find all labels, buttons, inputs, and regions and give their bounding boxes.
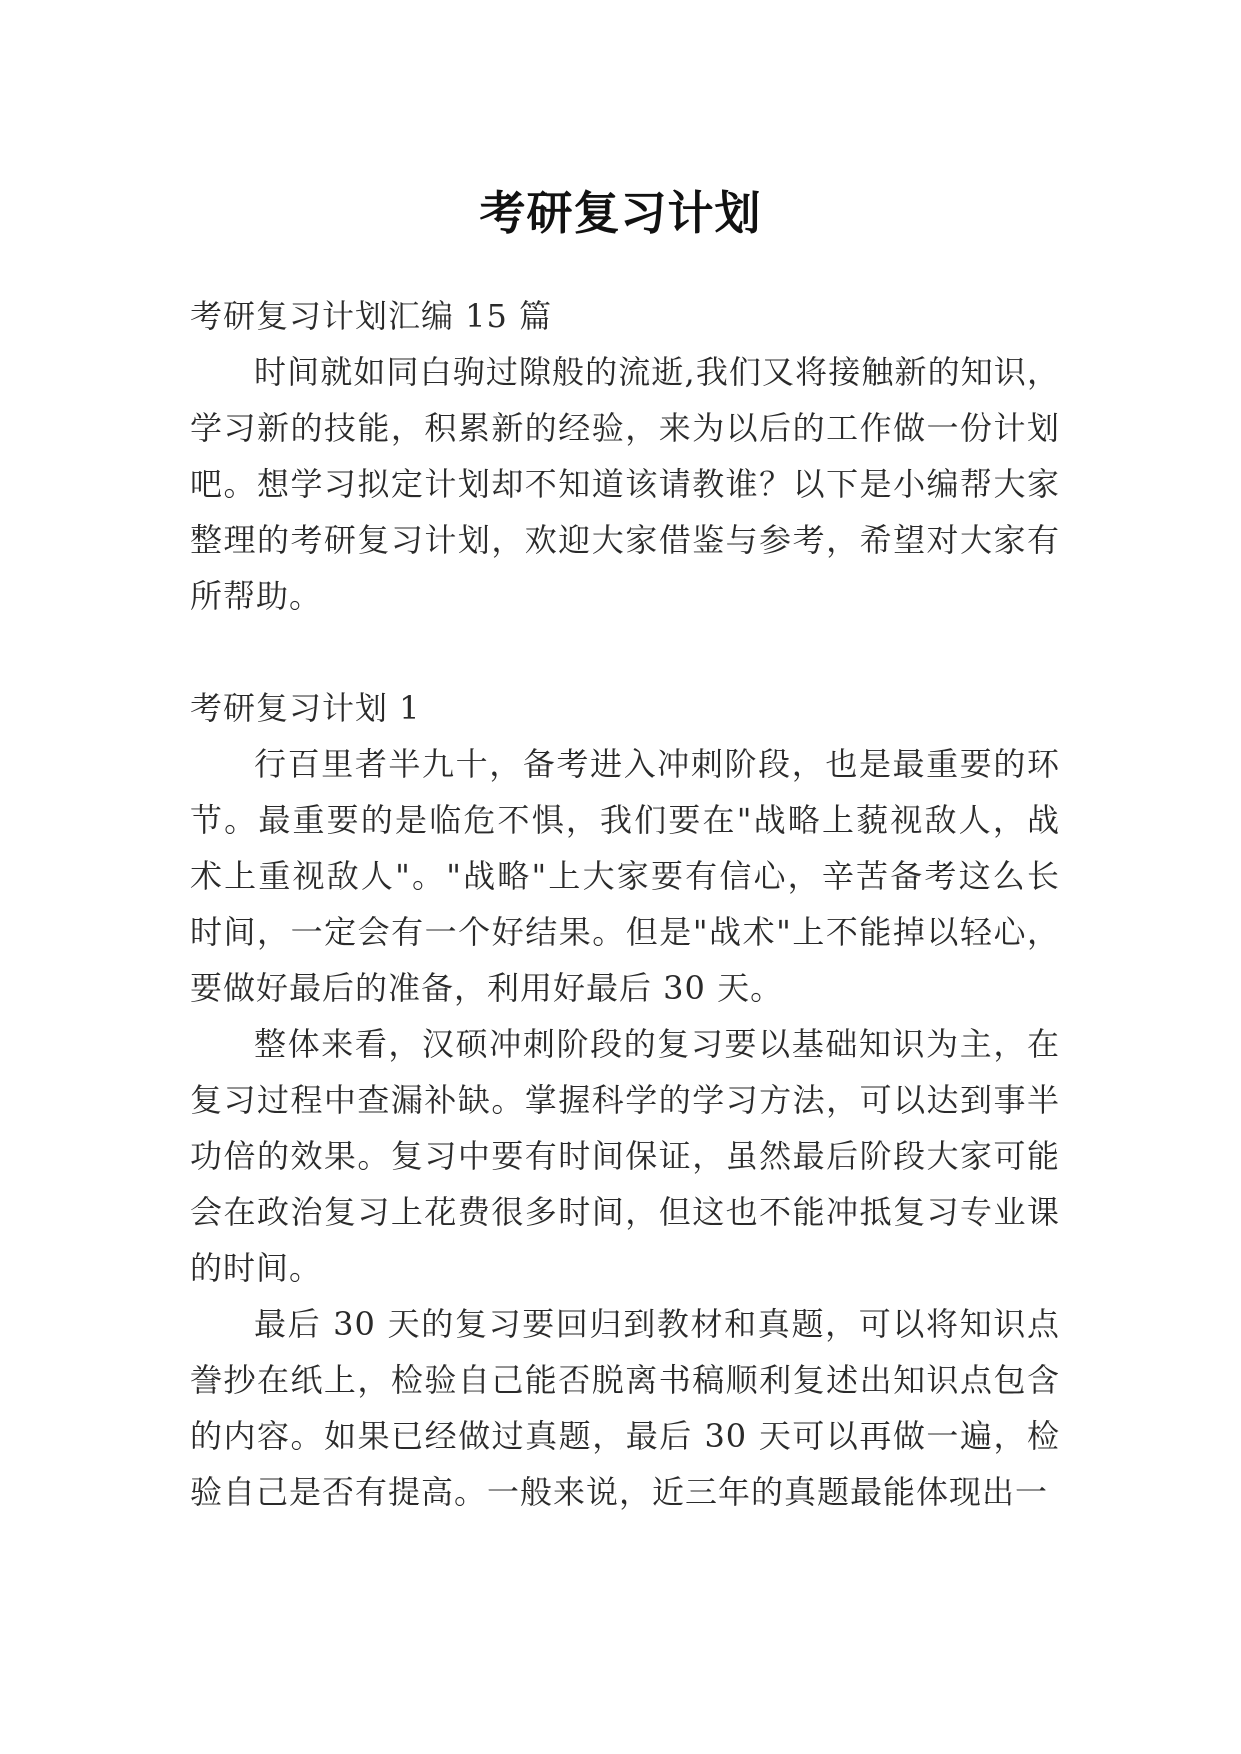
body-paragraph: 行百里者半九十，备考进入冲刺阶段，也是最重要的环节。最重要的是临危不惧，我们要在"战略上藐视敌人，战术上重视敌人"。"战略"上大家要有信心，辛苦备考这么长时间，一定会有一个好结果。但是"战术"上不能掉以轻心，要做好最后的准备，利用好最后 30 天。 xyxy=(190,745,1060,1007)
intro-heading: 考研复习计划汇编 15 篇 xyxy=(190,297,553,335)
section-heading: 考研复习计划 1 xyxy=(190,689,421,727)
section-spacer xyxy=(190,624,1060,680)
body-paragraph: 整体来看，汉硕冲刺阶段的复习要以基础知识为主，在复习过程中查漏补缺。掌握科学的学习方法，可以达到事半功倍的效果。复习中要有时间保证，虽然最后阶段大家可能会在政治复习上花费很多时间，但这也不能冲抵复习专业课的时间。 xyxy=(190,1025,1060,1287)
body-paragraph: 最后 30 天的复习要回归到教材和真题，可以将知识点誊抄在纸上，检验自己能否脱离书稿顺利复述出知识点包含的内容。如果已经做过真题，最后 30 天可以再做一遍，检验自己是否有提高。一般来说，近三年的真题最能体现出一 xyxy=(190,1305,1060,1511)
intro-paragraph: 时间就如同白驹过隙般的流逝,我们又将接触新的知识，学习新的技能，积累新的经验，来为以后的工作做一份计划吧。想学习拟定计划却不知道该请教谁？以下是小编帮大家整理的考研复习计划，欢迎大家借鉴与参考，希望对大家有所帮助。 xyxy=(190,353,1060,615)
document-title: 考研复习计划 xyxy=(479,185,762,240)
document-body xyxy=(190,288,1060,1520)
